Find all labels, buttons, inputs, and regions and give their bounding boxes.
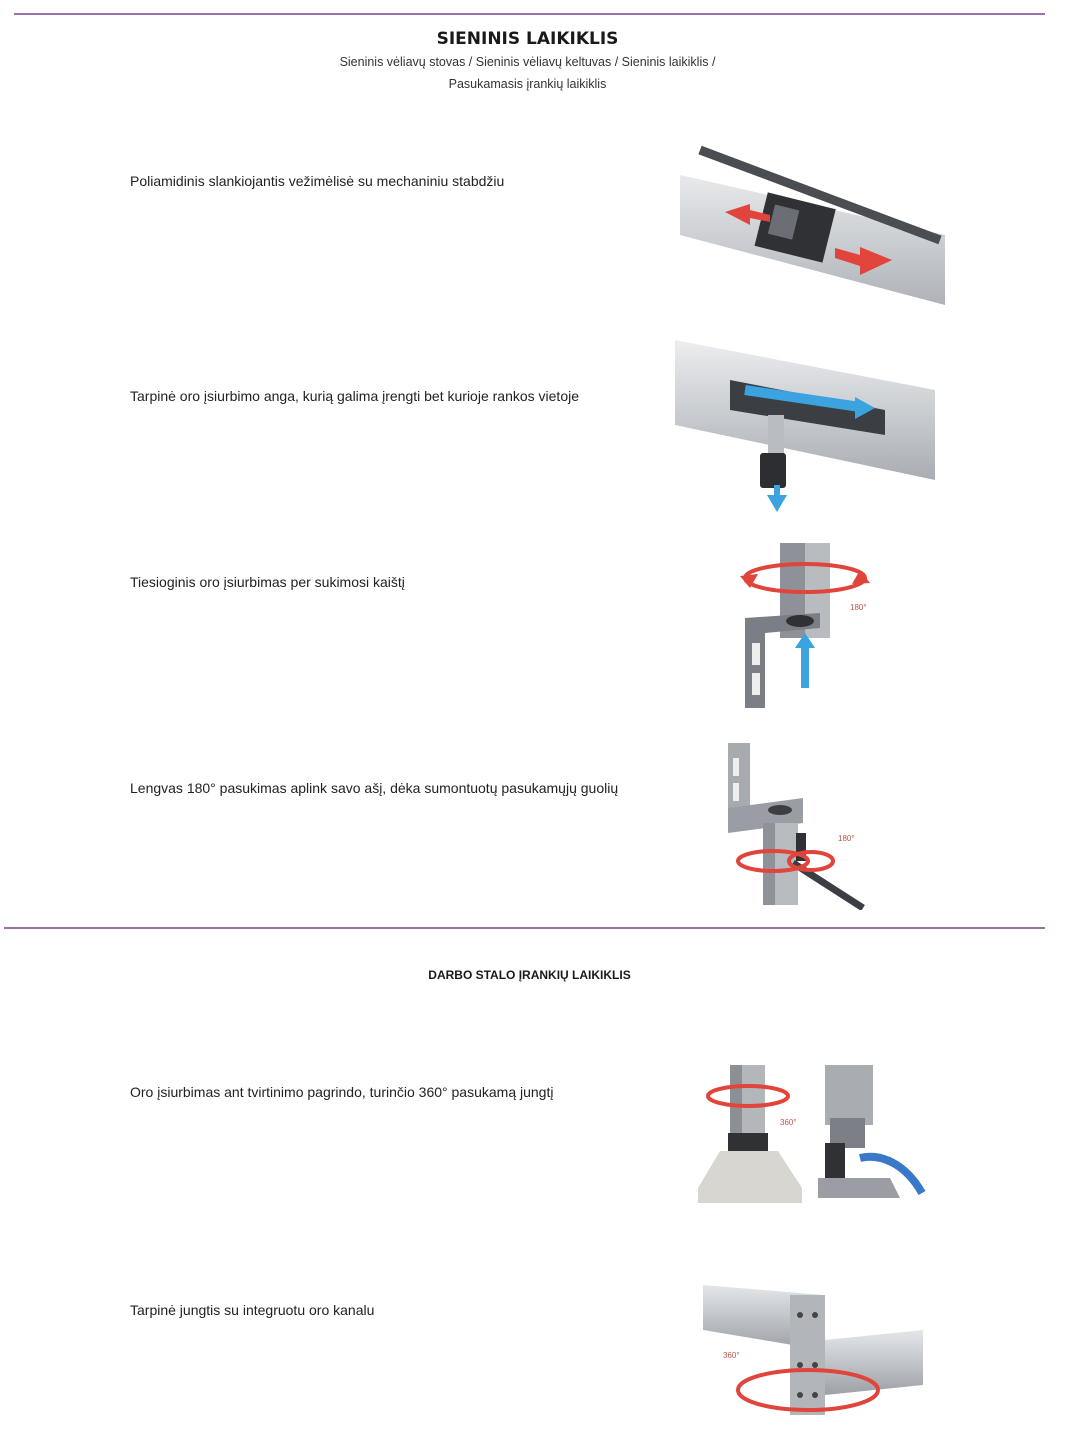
pivot-pin-image [720,538,880,713]
rotation-label: 180° [838,834,855,843]
section-subtitle-line2: Pasukamasis įrankių laikiklis [448,77,607,91]
base-swivel-image [690,1063,930,1213]
air-intake-image [670,335,940,515]
sliding-carriage-image [670,140,950,310]
section-title: DARBO STALO ĮRANKIŲ LAIKIKLIS [428,968,631,982]
section-divider [4,927,1045,929]
feature-text: Poliamidinis slankiojantis vežimėlisė su mechaniniu stabdžiu [130,173,505,189]
feature-text: Tarpinė jungtis su integruotu oro kanalu [130,1302,375,1318]
rotation-label: 180° [850,603,867,612]
feature-text: Tiesioginis oro įsiurbimas per sukimosi kaištį [130,574,405,590]
rotation-bearing-image [718,738,868,910]
top-divider [14,13,1045,15]
section-title: SIENINIS LAIKIKLIS [436,29,619,49]
rotation-label: 360° [723,1351,740,1360]
feature-text: Oro įsiurbimas ant tvirtinimo pagrindo, turinčio 360° pasukamą jungtį [130,1084,554,1100]
feature-text: Lengvas 180° pasukimas aplink savo ašį, dėka sumontuotų pasukamųjų guolių [130,780,619,796]
feature-text: Tarpinė oro įsiurbimo anga, kurią galima įrengti bet kurioje rankos vietoje [130,388,580,404]
joint-air-channel-image [698,1280,928,1428]
section-subtitle-line1: Sieninis vėliavų stovas / Sieninis vėliavų keltuvas / Sieninis laikiklis / [339,55,716,69]
rotation-label: 360° [780,1118,797,1127]
